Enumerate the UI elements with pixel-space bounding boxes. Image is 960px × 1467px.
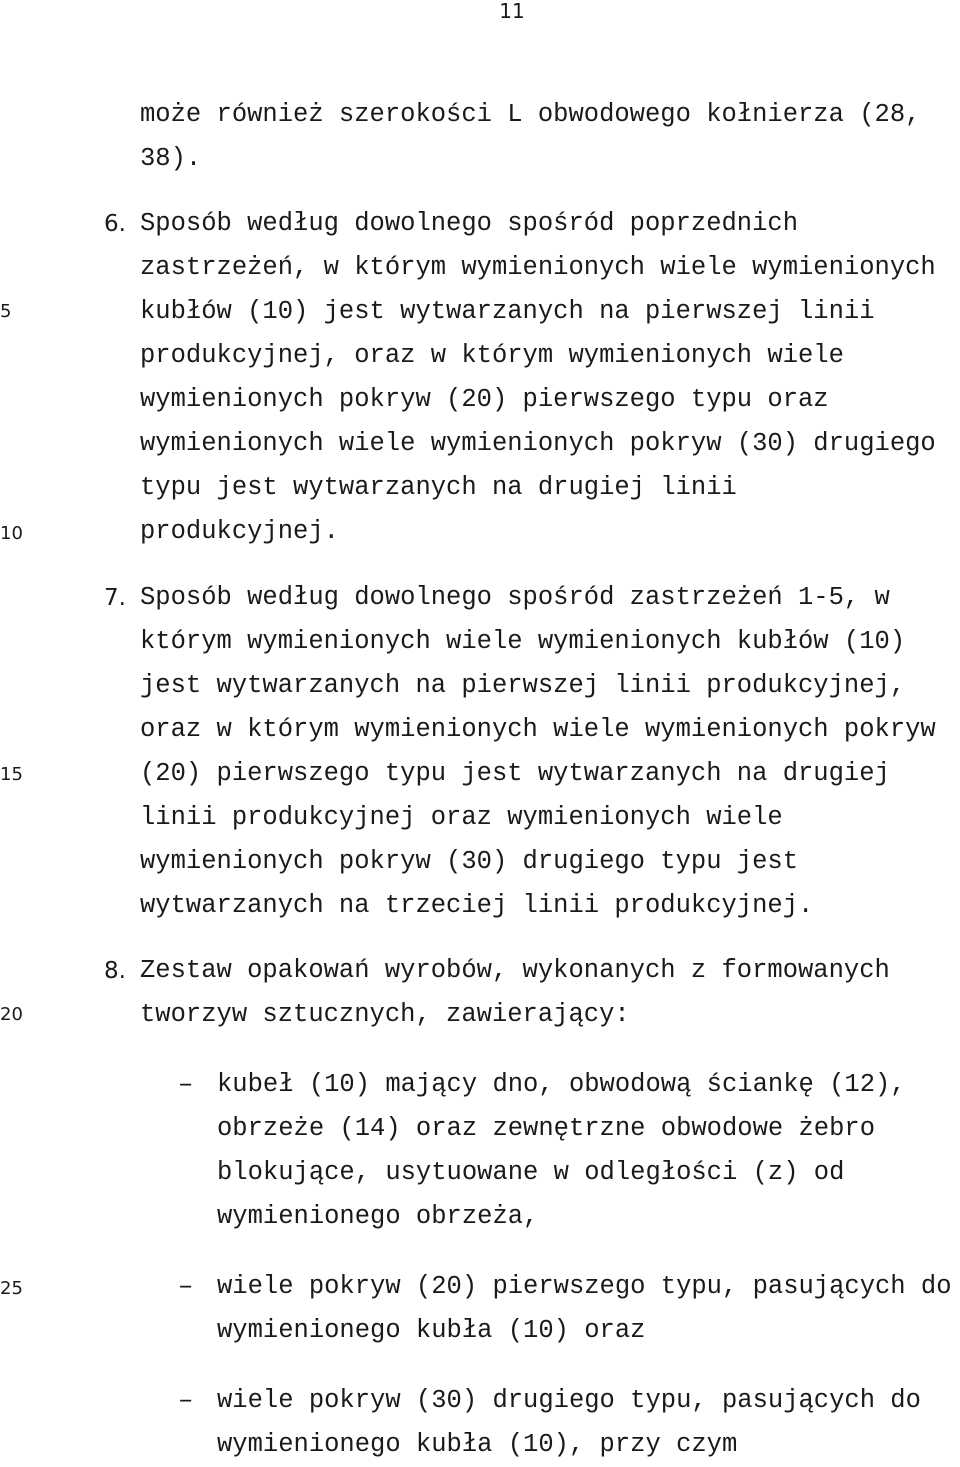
text-line: wymienionych pokryw (20) pierwszego typu oraz [140, 385, 829, 414]
text-line: zastrzeżeń, w którym wymienionych wiele wymienionych [140, 253, 936, 282]
text-line: Sposób według dowolnego spośród zastrzeżeń 1-5, w [140, 583, 890, 612]
claim-number: 7. [104, 585, 126, 611]
line-number-15: 15 [0, 764, 23, 785]
text-line: kubłów (10) jest wytwarzanych na pierwszej linii [140, 297, 875, 326]
text-line: którym wymienionych wiele wymienionych kubłów (10) [140, 627, 906, 656]
text-line: może również szerokości L obwodowego kołnierza (28, [140, 100, 921, 129]
claim-number: 6. [104, 211, 126, 237]
line-number-5: 5 [0, 301, 12, 322]
text-line: kubeł (10) mający dno, obwodową ściankę (12), [217, 1070, 906, 1099]
text-line: wymienionego kubła (10), przy czym [217, 1430, 738, 1459]
line-number-10: 10 [0, 523, 23, 544]
text-line: wymienionych pokryw (30) drugiego typu jest [140, 847, 799, 876]
text-line: 38). [140, 144, 202, 173]
text-line: wiele pokryw (30) drugiego typu, pasujących do [217, 1386, 921, 1415]
text-line: wymienionego obrzeża, [217, 1202, 539, 1231]
text-line: produkcyjnej, oraz w którym wymienionych wiele [140, 341, 844, 370]
dash-bullet: – [178, 1272, 194, 1301]
text-line: Sposób według dowolnego spośród poprzednich [140, 209, 799, 238]
line-number-25: 25 [0, 1278, 23, 1299]
text-line: wymienionego kubła (10) oraz [217, 1316, 646, 1345]
text-line: Zestaw opakowań wyrobów, wykonanych z formowanych [140, 956, 890, 985]
text-line: produkcyjnej. [140, 517, 339, 546]
text-line: wymienionych wiele wymienionych pokryw (30) drugiego [140, 429, 936, 458]
text-line: wytwarzanych na trzeciej linii produkcyjnej. [140, 891, 814, 920]
dash-bullet: – [178, 1386, 194, 1415]
text-line: jest wytwarzanych na pierwszej linii produkcyjnej, [140, 671, 906, 700]
line-number-20: 20 [0, 1004, 23, 1025]
text-line: oraz w którym wymienionych wiele wymienionych pokryw [140, 715, 936, 744]
text-line: typu jest wytwarzanych na drugiej linii [140, 473, 737, 502]
text-line: linii produkcyjnej oraz wymienionych wiele [140, 803, 783, 832]
text-line: wiele pokryw (20) pierwszego typu, pasujących do [217, 1272, 952, 1301]
claim-number: 8. [104, 958, 126, 984]
text-line: obrzeże (14) oraz zewnętrzne obwodowe żebro [217, 1114, 876, 1143]
text-line: blokujące, usytuowane w odległości (z) od [217, 1158, 845, 1187]
page-number: 11 [499, 0, 525, 23]
text-line: (20) pierwszego typu jest wytwarzanych na drugiej [140, 759, 890, 788]
text-line: tworzyw sztucznych, zawierający: [140, 1000, 630, 1029]
dash-bullet: – [178, 1070, 194, 1099]
